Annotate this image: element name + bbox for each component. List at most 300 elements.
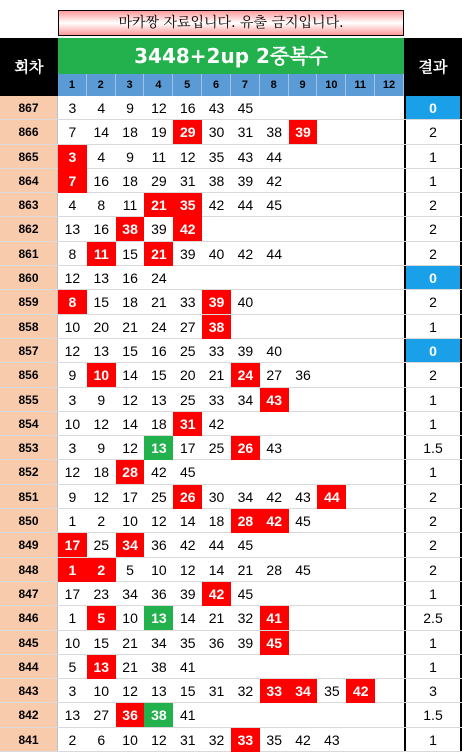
number-cell: 42 (266, 172, 282, 189)
result-cell: 1.5 (404, 703, 462, 726)
column-header-5: 5 (173, 74, 202, 96)
number-cell (346, 412, 375, 436)
number-cells (58, 655, 404, 678)
number-cell: 10 (122, 610, 138, 627)
result-cell: 2 (404, 290, 462, 313)
number-cell: 20 (179, 367, 196, 384)
number-cell (375, 193, 404, 217)
number-cell: 34 (237, 391, 254, 408)
number-cell: 31 (208, 683, 225, 700)
number-cell: 9 (68, 488, 77, 505)
number-cell: 16 (93, 172, 110, 189)
number-cell: 31 (179, 731, 196, 748)
number-cell: 21 (122, 318, 138, 335)
number-cell: 8 (68, 245, 77, 262)
round-number: 842 (0, 703, 58, 726)
number-cell: 9 (97, 440, 106, 457)
number-cell: 33 (179, 294, 196, 311)
number-cell: 14 (208, 561, 225, 578)
table-row (0, 655, 462, 679)
result-cell: 1 (404, 655, 462, 678)
number-cell (375, 582, 404, 606)
table-row (0, 169, 462, 193)
round-number: 853 (0, 436, 58, 459)
number-cell: 27 (179, 318, 196, 335)
number-cell: 25 (179, 342, 196, 359)
number-cell: 39 (237, 172, 254, 189)
number-cell: 41 (179, 707, 196, 724)
number-cell: 4 (97, 148, 106, 165)
number-cell: 39 (151, 221, 167, 238)
number-cell: 8 (58, 290, 87, 314)
number-cell: 42 (237, 245, 254, 262)
result-column-header: 결과 (404, 38, 462, 96)
copyright-banner: 마카짱 자료입니다. 유출 금지입니다. (58, 10, 404, 36)
number-cell: 17 (64, 585, 81, 602)
number-cells (58, 120, 404, 143)
number-cell: 17 (58, 533, 87, 557)
number-cell (317, 388, 346, 412)
number-cell (260, 315, 289, 339)
number-cell: 25 (179, 391, 196, 408)
number-cell (346, 533, 375, 557)
number-cell: 34 (289, 679, 318, 703)
number-cell (231, 266, 260, 290)
number-cell: 5 (126, 561, 134, 578)
table-row (0, 460, 462, 484)
number-cell: 7 (58, 169, 87, 193)
table-row (0, 582, 462, 606)
number-cell (289, 145, 318, 169)
number-cell: 10 (64, 415, 81, 432)
number-cell (375, 290, 404, 314)
number-cell: 36 (295, 367, 311, 384)
number-cell: 21 (122, 658, 138, 675)
number-cell: 43 (237, 148, 254, 165)
number-cell (289, 169, 318, 193)
column-header-8: 8 (260, 74, 289, 96)
number-cell (289, 217, 318, 241)
number-cell: 42 (346, 679, 375, 703)
number-cell (289, 533, 318, 557)
round-column-header: 회차 (0, 38, 58, 96)
number-cell: 45 (295, 561, 311, 578)
number-cell (289, 460, 318, 484)
table-row (0, 339, 462, 363)
number-cell (317, 242, 346, 266)
number-cell (173, 266, 202, 290)
number-cell (346, 242, 375, 266)
number-cell (375, 631, 404, 655)
result-cell: 3 (404, 679, 462, 702)
number-cell (375, 388, 404, 412)
number-cell (260, 96, 289, 120)
number-cells (58, 266, 404, 289)
table-row (0, 412, 462, 436)
number-cell (289, 388, 318, 412)
number-cell: 27 (266, 367, 282, 384)
number-cell: 30 (208, 124, 225, 141)
number-cell: 45 (179, 464, 196, 481)
number-cell: 42 (208, 415, 225, 432)
table-row (0, 533, 462, 557)
number-cell: 10 (122, 731, 138, 748)
number-cell: 28 (266, 561, 282, 578)
round-number: 851 (0, 485, 58, 508)
number-cell: 32 (208, 731, 225, 748)
number-cell: 38 (144, 703, 173, 727)
round-number: 848 (0, 558, 58, 581)
number-cells (58, 558, 404, 581)
number-cell (317, 412, 346, 436)
number-cells (58, 412, 404, 435)
number-cell (346, 631, 375, 655)
round-number: 846 (0, 606, 58, 629)
number-cell: 32 (237, 610, 254, 627)
number-cell: 45 (295, 513, 311, 530)
table-row (0, 96, 462, 120)
number-cell: 15 (179, 683, 196, 700)
result-cell: 1 (404, 631, 462, 654)
number-cell (289, 436, 318, 460)
number-cell (375, 145, 404, 169)
table-row (0, 606, 462, 630)
number-cell (289, 582, 318, 606)
number-cell (317, 193, 346, 217)
number-cell: 44 (237, 197, 254, 214)
number-cells (58, 242, 404, 265)
number-cell: 12 (122, 391, 138, 408)
column-header-9: 9 (289, 74, 318, 96)
number-cell: 21 (151, 294, 167, 311)
number-cell: 15 (93, 294, 110, 311)
result-cell: 2 (404, 363, 462, 386)
number-cell (375, 315, 404, 339)
number-cell: 3 (68, 440, 77, 457)
number-cell: 15 (151, 367, 167, 384)
number-cell (346, 460, 375, 484)
number-cell (289, 412, 318, 436)
number-cell: 44 (266, 148, 282, 165)
number-cell: 12 (151, 513, 167, 530)
table-row (0, 315, 462, 339)
number-cell (317, 582, 346, 606)
number-cells (58, 217, 404, 240)
number-cell: 31 (237, 124, 254, 141)
number-cell: 13 (151, 683, 167, 700)
number-cell: 11 (122, 197, 138, 214)
number-cell (375, 606, 404, 630)
number-cell (346, 582, 375, 606)
number-cell (289, 290, 318, 314)
number-cell (346, 558, 375, 582)
number-cells (58, 728, 404, 751)
number-cells (58, 703, 404, 726)
number-cell: 3 (68, 683, 77, 700)
round-number: 862 (0, 217, 58, 240)
table-row (0, 290, 462, 314)
number-cells (58, 509, 404, 532)
number-cell: 36 (151, 585, 167, 602)
column-header-1: 1 (58, 74, 87, 96)
number-cell: 36 (116, 703, 145, 727)
number-cell: 18 (122, 124, 138, 141)
number-cell: 15 (93, 634, 110, 651)
number-cell (317, 96, 346, 120)
number-cell: 10 (64, 318, 81, 335)
number-cell (375, 703, 404, 727)
number-cell (231, 217, 260, 241)
number-cell (317, 558, 346, 582)
number-cell: 25 (151, 488, 167, 505)
number-cell (289, 96, 318, 120)
number-cell: 34 (237, 488, 254, 505)
number-cell (317, 266, 346, 290)
number-cell: 1 (68, 513, 77, 530)
number-cell: 10 (122, 513, 138, 530)
number-column-headers (58, 74, 404, 96)
number-cell (317, 655, 346, 679)
number-cell (375, 509, 404, 533)
number-cell (375, 533, 404, 557)
number-cell: 21 (208, 367, 225, 384)
round-number: 858 (0, 315, 58, 338)
number-cell: 42 (266, 488, 282, 505)
round-number: 849 (0, 533, 58, 556)
number-cell: 10 (64, 634, 81, 651)
number-cell: 12 (64, 270, 81, 287)
number-cell: 24 (151, 318, 167, 335)
table-row (0, 145, 462, 169)
number-cell (260, 412, 289, 436)
number-cells (58, 96, 404, 119)
column-header-12: 12 (375, 74, 404, 96)
number-cell (260, 290, 289, 314)
result-cell: 2 (404, 217, 462, 240)
number-cells (58, 485, 404, 508)
number-cell: 39 (289, 120, 318, 144)
result-cell: 0 (404, 339, 462, 362)
result-cell: 2 (404, 485, 462, 508)
number-cell (346, 120, 375, 144)
number-cell (202, 703, 231, 727)
number-cells (58, 290, 404, 313)
number-cell: 18 (208, 513, 225, 530)
number-cell (260, 460, 289, 484)
number-cell (289, 266, 318, 290)
number-cell: 38 (202, 315, 231, 339)
number-cell: 3 (68, 391, 77, 408)
number-cell: 1 (68, 610, 77, 627)
number-cell: 40 (237, 294, 254, 311)
result-cell: 2.5 (404, 606, 462, 629)
number-cell (260, 533, 289, 557)
table-row (0, 728, 462, 752)
number-cell: 2 (68, 731, 77, 748)
number-cell (202, 217, 231, 241)
number-cell (375, 485, 404, 509)
number-cell: 42 (208, 197, 225, 214)
table-row (0, 193, 462, 217)
number-cell: 38 (266, 124, 282, 141)
round-number: 860 (0, 266, 58, 289)
number-cell: 13 (93, 270, 110, 287)
table-row (0, 388, 462, 412)
number-cell (346, 388, 375, 412)
number-cell: 31 (173, 412, 202, 436)
column-header-4: 4 (144, 74, 173, 96)
number-cell: 3 (58, 145, 87, 169)
round-number: 864 (0, 169, 58, 192)
number-cell: 42 (173, 217, 202, 241)
number-cell (260, 703, 289, 727)
number-cell: 9 (126, 148, 134, 165)
number-cell: 39 (179, 585, 196, 602)
number-cell (346, 217, 375, 241)
number-cell (375, 728, 404, 752)
number-cell: 1 (58, 558, 87, 582)
number-cell: 18 (93, 464, 110, 481)
number-cell: 13 (144, 436, 173, 460)
number-cell (202, 266, 231, 290)
number-cell: 16 (151, 342, 167, 359)
result-cell: 0 (404, 96, 462, 119)
table-row (0, 703, 462, 727)
number-cell (375, 655, 404, 679)
result-cell: 1.5 (404, 436, 462, 459)
table-row (0, 679, 462, 703)
number-cell: 18 (122, 172, 138, 189)
number-cell: 43 (208, 100, 225, 116)
number-cells (58, 679, 404, 702)
number-cell: 12 (179, 148, 196, 165)
number-cell: 14 (122, 415, 138, 432)
number-cell (231, 412, 260, 436)
number-cell (346, 436, 375, 460)
number-cell (231, 655, 260, 679)
number-cell: 43 (266, 440, 282, 457)
number-cell: 45 (260, 631, 289, 655)
number-cell (317, 363, 346, 387)
column-header-11: 11 (346, 74, 375, 96)
number-cell: 10 (151, 561, 167, 578)
number-cell: 23 (93, 585, 110, 602)
number-cell (375, 266, 404, 290)
number-cell (317, 606, 346, 630)
result-cell: 2 (404, 120, 462, 143)
result-cell: 1 (404, 145, 462, 168)
number-cell: 9 (68, 367, 77, 384)
result-cell: 1 (404, 460, 462, 483)
number-cell: 28 (116, 460, 145, 484)
number-cell: 24 (231, 363, 260, 387)
table-row (0, 485, 462, 509)
result-cell: 2 (404, 509, 462, 532)
table-row (0, 217, 462, 241)
table-row (0, 436, 462, 460)
number-cell (317, 509, 346, 533)
number-cell: 8 (97, 197, 106, 214)
round-number: 859 (0, 290, 58, 313)
round-number: 861 (0, 242, 58, 265)
table-title: 3448+2up 2중복수 (58, 38, 404, 74)
number-cell: 15 (122, 342, 138, 359)
number-cell: 38 (208, 172, 225, 189)
number-cell: 43 (260, 388, 289, 412)
round-number: 856 (0, 363, 58, 386)
number-cell: 29 (151, 172, 167, 189)
round-number: 852 (0, 460, 58, 483)
number-cell (202, 655, 231, 679)
number-cell: 13 (144, 606, 173, 630)
number-cell (346, 509, 375, 533)
number-cell: 21 (122, 634, 138, 651)
number-cell (317, 145, 346, 169)
number-cell: 14 (122, 367, 138, 384)
number-cell: 12 (179, 561, 196, 578)
number-cell: 13 (64, 221, 81, 238)
number-cell: 35 (173, 193, 202, 217)
number-cell: 13 (87, 655, 116, 679)
number-cell: 12 (64, 464, 81, 481)
number-cell: 9 (126, 100, 134, 116)
number-cell: 39 (202, 290, 231, 314)
number-cell: 12 (151, 100, 167, 116)
number-cell (317, 120, 346, 144)
number-cell: 33 (208, 391, 225, 408)
number-cell: 35 (208, 148, 225, 165)
number-cell (375, 436, 404, 460)
number-cell: 14 (179, 513, 196, 530)
number-cell (346, 145, 375, 169)
number-cell (346, 485, 375, 509)
number-cells (58, 315, 404, 338)
number-cells (58, 533, 404, 556)
number-cell (289, 606, 318, 630)
number-cell: 33 (231, 728, 260, 752)
number-cell: 18 (122, 294, 138, 311)
number-cell: 43 (324, 731, 340, 748)
number-cell (346, 193, 375, 217)
number-cell: 15 (122, 245, 138, 262)
column-header-10: 10 (317, 74, 346, 96)
number-cell (346, 290, 375, 314)
number-cell (317, 315, 346, 339)
number-cells (58, 582, 404, 605)
number-cell (346, 703, 375, 727)
number-cell: 34 (151, 634, 167, 651)
number-cell (231, 703, 260, 727)
number-cell: 16 (179, 100, 196, 116)
number-cell: 36 (208, 634, 225, 651)
table-row (0, 631, 462, 655)
number-cell: 26 (231, 436, 260, 460)
number-cell: 33 (260, 679, 289, 703)
number-cell (260, 655, 289, 679)
number-cell (202, 460, 231, 484)
number-cell: 7 (68, 124, 77, 141)
number-cell: 42 (260, 509, 289, 533)
column-header-3: 3 (116, 74, 145, 96)
round-number: 867 (0, 96, 58, 119)
number-cell: 21 (144, 193, 173, 217)
number-cell: 39 (237, 634, 254, 651)
number-cell: 42 (202, 582, 231, 606)
number-cell (375, 242, 404, 266)
number-cell: 17 (122, 488, 138, 505)
round-number: 854 (0, 412, 58, 435)
round-number: 863 (0, 193, 58, 216)
